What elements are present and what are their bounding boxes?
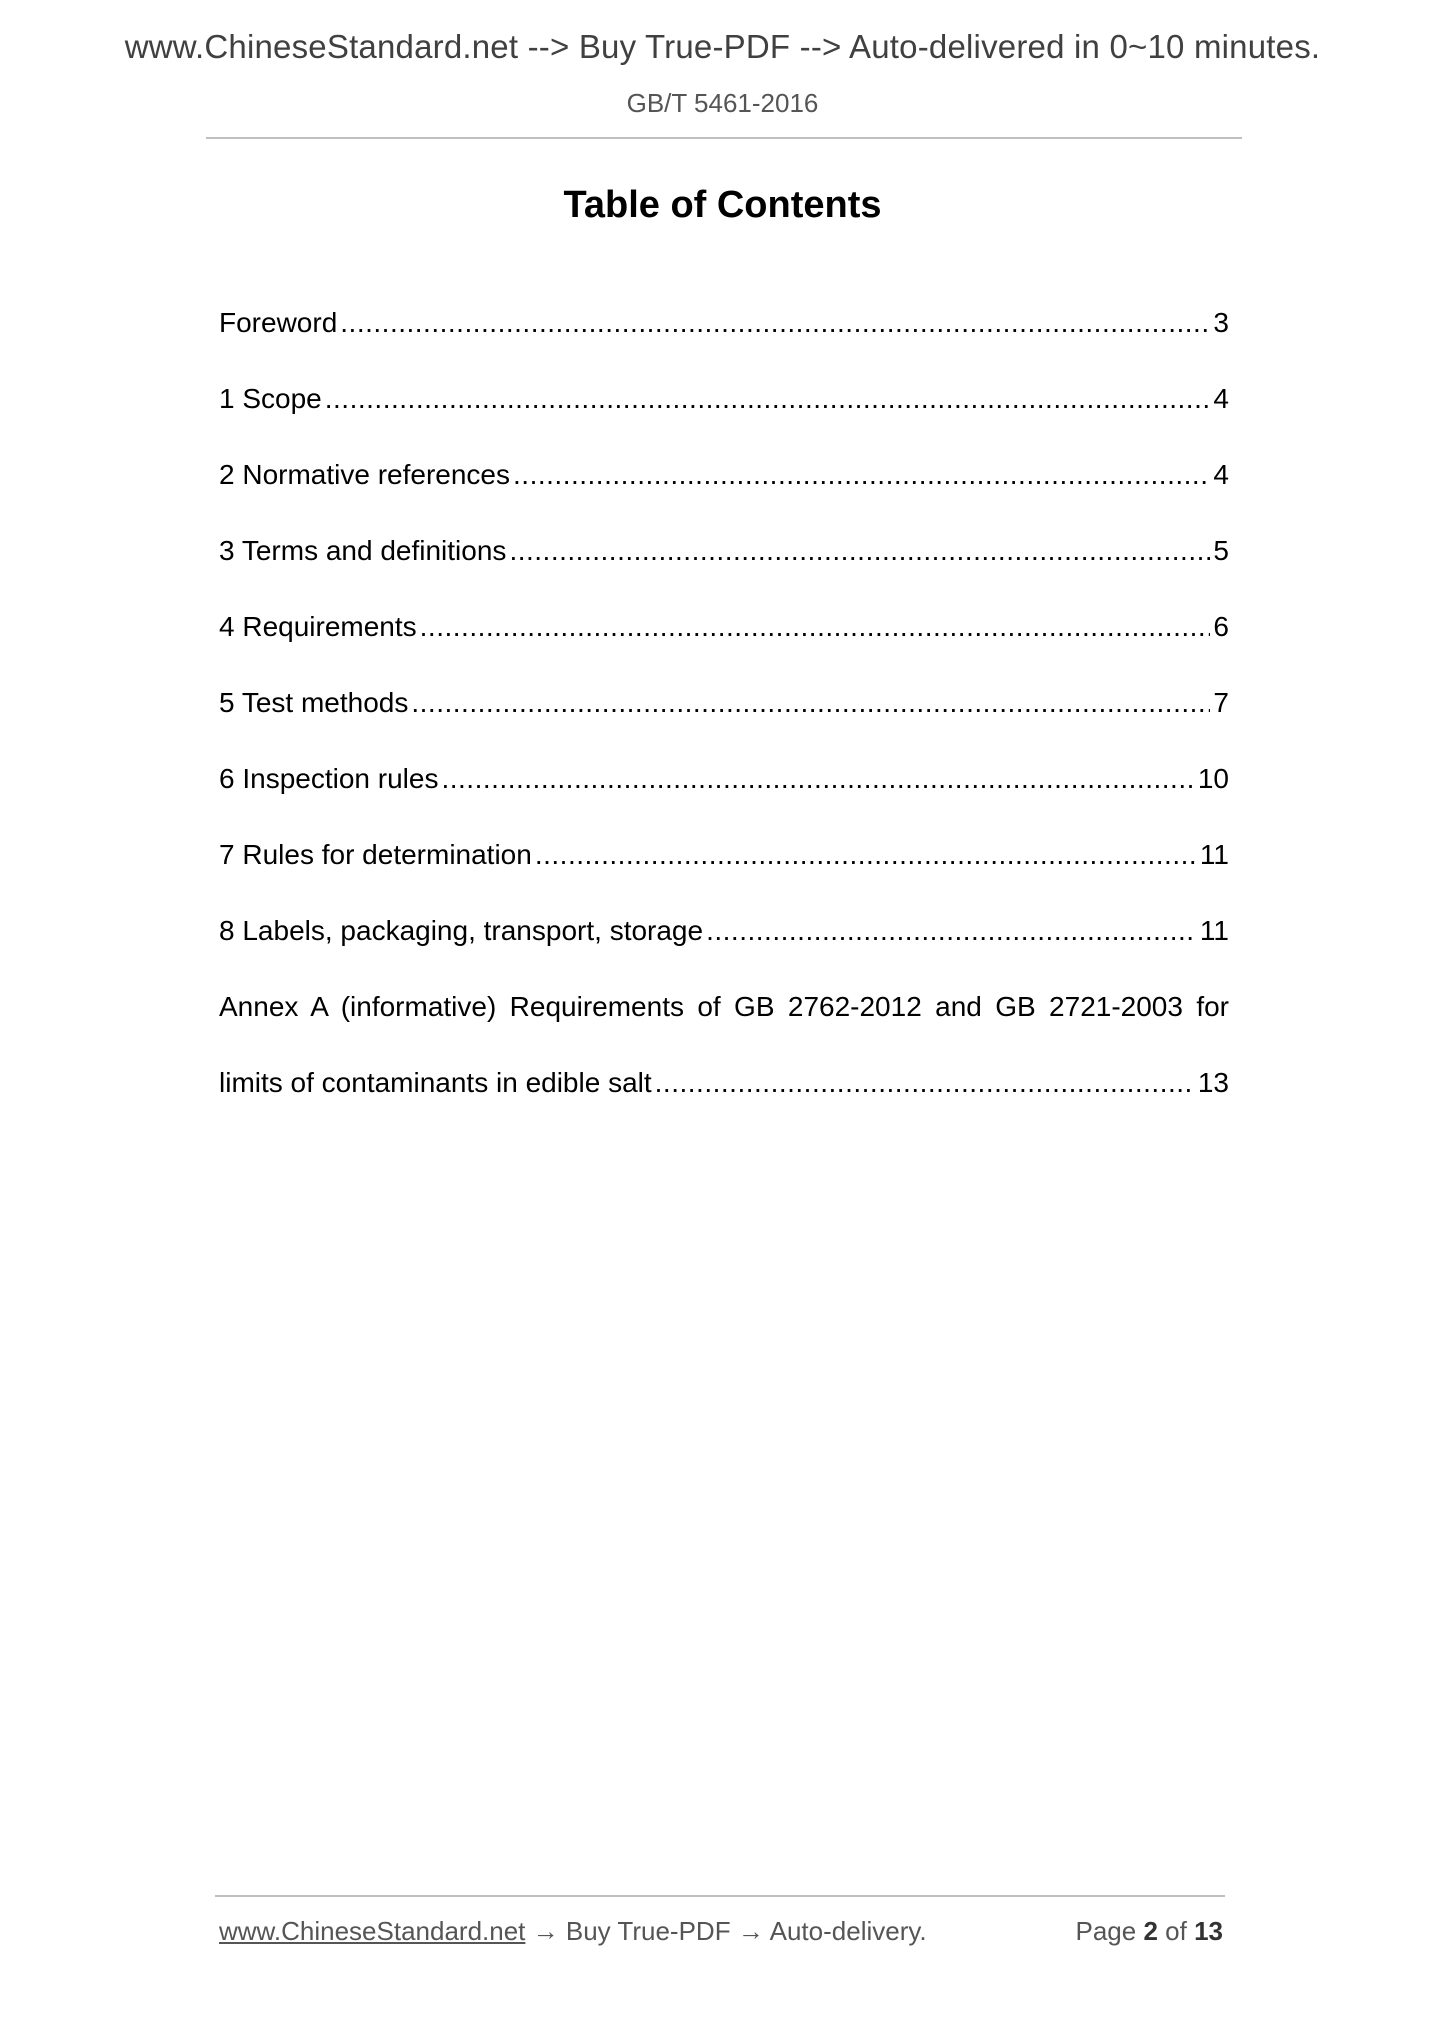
dot-leader [340, 300, 1210, 346]
arrow-right-icon: → [737, 1916, 764, 1946]
toc-entry-page: 3 [1213, 307, 1229, 338]
header-divider [206, 137, 1242, 139]
footer-promo [219, 1916, 927, 1947]
toc-entry-page: 7 [1213, 687, 1229, 718]
footer-buy-text: Buy True-PDF [565, 1916, 731, 1946]
page-total: 13 [1194, 1916, 1223, 1946]
footer-divider [215, 1895, 1225, 1897]
toc-entry-label: 3 Terms and definitions [219, 535, 507, 566]
toc-entry-label: Foreword [219, 307, 338, 338]
page-indicator [1075, 1916, 1223, 1947]
toc-entry-label: 5 Test methods [219, 687, 409, 718]
toc-entry-terms-definitions[interactable] [219, 528, 1229, 604]
toc-entry-label: 4 Requirements [219, 611, 417, 642]
standard-code: GB/T 5461-2016 [626, 88, 819, 118]
toc-entry-annex-a-continued[interactable] [219, 1060, 1229, 1136]
dot-leader [441, 756, 1194, 802]
toc-entry-inspection-rules[interactable] [219, 756, 1229, 832]
page-word: Page [1075, 1916, 1137, 1946]
footer-delivery-text: Auto-delivery. [769, 1916, 927, 1946]
toc-entry-rules-determination[interactable] [219, 832, 1229, 908]
toc-entry-label: 7 Rules for determination [219, 839, 532, 870]
dot-leader [325, 376, 1211, 422]
toc-list [219, 300, 1229, 1136]
toc-entry-normative-references[interactable] [219, 452, 1229, 528]
footer-site-link[interactable]: www.ChineseStandard.net [219, 1916, 526, 1946]
toc-entry-label: Annex A (informative) Requirements of GB 2762-2012 and GB 2721-2003 for [219, 991, 1229, 1022]
page-footer [219, 1916, 1223, 1947]
toc-entry-requirements[interactable] [219, 604, 1229, 680]
dot-leader [509, 528, 1210, 574]
toc-entry-page: 13 [1197, 1067, 1229, 1098]
toc-entry-page: 11 [1199, 915, 1229, 946]
toc-entry-test-methods[interactable] [219, 680, 1229, 756]
toc-entry-label: 2 Normative references [219, 459, 511, 490]
dot-leader [420, 604, 1211, 650]
toc-entry-page: 10 [1197, 763, 1229, 794]
page-current: 2 [1143, 1916, 1158, 1946]
site-banner: www.ChineseStandard.net --> Buy True-PDF --> Auto-delivered in 0~10 minutes. [124, 28, 1321, 65]
toc-entry-page: 6 [1213, 611, 1229, 642]
dot-leader [513, 452, 1210, 498]
toc-entry-foreword[interactable] [219, 300, 1229, 376]
toc-entry-label: 8 Labels, packaging, transport, storage [219, 915, 704, 946]
toc-entry-scope[interactable] [219, 376, 1229, 452]
dot-leader [706, 908, 1197, 954]
toc-entry-label: limits of contaminants in edible salt [219, 1067, 652, 1098]
toc-entry-page: 5 [1213, 535, 1229, 566]
toc-title: Table of Contents [563, 184, 882, 226]
toc-entry-label: 1 Scope [219, 383, 322, 414]
toc-entry-annex-a[interactable] [219, 984, 1229, 1060]
toc-entry-label: 6 Inspection rules [219, 763, 439, 794]
dot-leader [655, 1060, 1195, 1106]
dot-leader [535, 832, 1197, 878]
toc-entry-page: 4 [1213, 383, 1229, 414]
of-word: of [1165, 1916, 1187, 1946]
toc-entry-page: 4 [1213, 459, 1229, 490]
toc-entry-page: 11 [1199, 839, 1229, 870]
toc-entry-labels-packaging[interactable] [219, 908, 1229, 984]
dot-leader [411, 680, 1210, 726]
arrow-right-icon: → [532, 1916, 559, 1946]
